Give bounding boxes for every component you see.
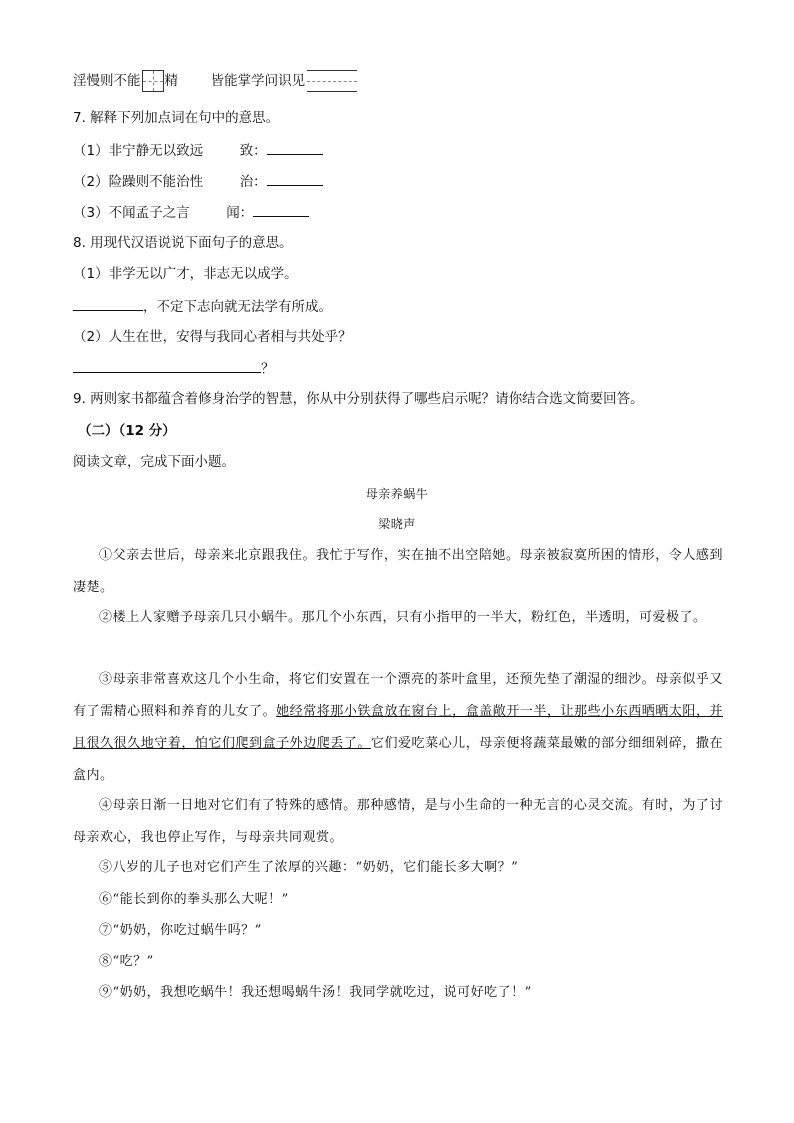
writing-dash-box[interactable] — [307, 70, 357, 92]
article-paragraph-6: ⑥“能长到你的拳头那么大呢！” — [99, 892, 289, 907]
article-paragraph-9: ⑨“奶奶，我想吃蜗牛！我还想喝蜗牛汤！我同学就吃过，说可好吃了！” — [99, 985, 532, 1000]
q8-answer-1: ，不定下志向就无法学有所成。 — [73, 296, 332, 317]
article-paragraph-4: ④母亲日渐一日地对它们有了特殊的感情。那种感情，是与小生命的一种无言的心灵交流。有时，为了讨母亲欢心，我也停止写作，与母亲共同观赏。 — [73, 798, 723, 845]
underlined-sentence: 她经常将那小铁盒放在窗台上，盒盖敞开一半，让那些小东西晒晒太阳，并且很久很久地守着，怕它们爬到盒子外边爬丢了。 — [73, 704, 723, 751]
writing-box[interactable] — [142, 70, 164, 92]
top-left-text: 淫慢则不能 — [73, 73, 141, 89]
q7-item-2: （2）险躁则不能治性 治： — [73, 171, 323, 192]
article-author: 梁晓声 — [378, 517, 416, 531]
answer-blank-1[interactable] — [267, 140, 323, 155]
q8-title: 8. 用现代汉语说说下面句子的意思。 — [73, 235, 293, 251]
article-title: 母亲养蜗牛 — [365, 487, 429, 501]
article-paragraph-8: ⑧“吃？” — [99, 954, 154, 969]
q8-answer-2: ？ — [73, 358, 275, 379]
section-instruction: 阅读文章，完成下面小题。 — [73, 454, 235, 470]
top-left-suffix: 精 — [164, 73, 178, 89]
article-paragraph-2: ②楼上人家赠予母亲几只小蜗牛。那几个小东西，只有小指甲的一半大，粉红色，半透明，可爱极了。 — [99, 610, 707, 625]
article-paragraph-3: ③母亲非常喜欢这几个小生命，将它们安置在一个漂亮的茶叶盒里，还预先垫了潮湿的细沙。母亲似乎又有了需精心照料和养育的儿女了。她经常将那小铁盒放在窗台上，盒盖敞开一半，让那些小东西晒晒太阳，并且很久很久地守着，怕它们爬到盒子外边爬丢了。它们爱吃菜心儿，母亲便将蔬菜最嫩的部分细细剁碎，撒在盒内。 — [73, 672, 723, 783]
answer-blank-5[interactable] — [73, 358, 261, 373]
answer-blank-3[interactable] — [253, 202, 309, 217]
article-paragraph-5: ⑤八岁的儿子也对它们产生了浓厚的兴趣：“奶奶，它们能长多大啊？” — [99, 860, 519, 875]
q8-item-1: （1）非学无以广才，非志无以成学。 — [73, 266, 298, 282]
top-line — [73, 70, 357, 92]
article-paragraph-7: ⑦“奶奶，你吃过蜗牛吗？” — [99, 923, 262, 938]
article-paragraph-1: ①父亲去世后，母亲来北京跟我住。我忙于写作，实在抽不出空陪她。母亲被寂寞所困的情形，令人感到凄楚。 — [73, 548, 723, 595]
q9-title: 9. 两则家书都蕴含着修身治学的智慧，你从中分别获得了哪些启示呢？请你结合选文简要回答。 — [73, 391, 644, 407]
q7-title: 7. 解释下列加点词在句中的意思。 — [73, 110, 280, 126]
q7-item-1: （1）非宁静无以致远 致： — [73, 140, 323, 161]
q7-item-3: （3）不闻孟子之言 闻： — [73, 202, 309, 223]
q8-item-2: （2）人生在世，安得与我同心者相与共处乎？ — [73, 329, 352, 345]
top-right-text: 皆能掌学问识见 — [210, 73, 306, 89]
section-heading: （二）（12 分） — [78, 423, 176, 439]
answer-blank-2[interactable] — [267, 171, 323, 186]
answer-blank-4[interactable] — [73, 296, 143, 311]
